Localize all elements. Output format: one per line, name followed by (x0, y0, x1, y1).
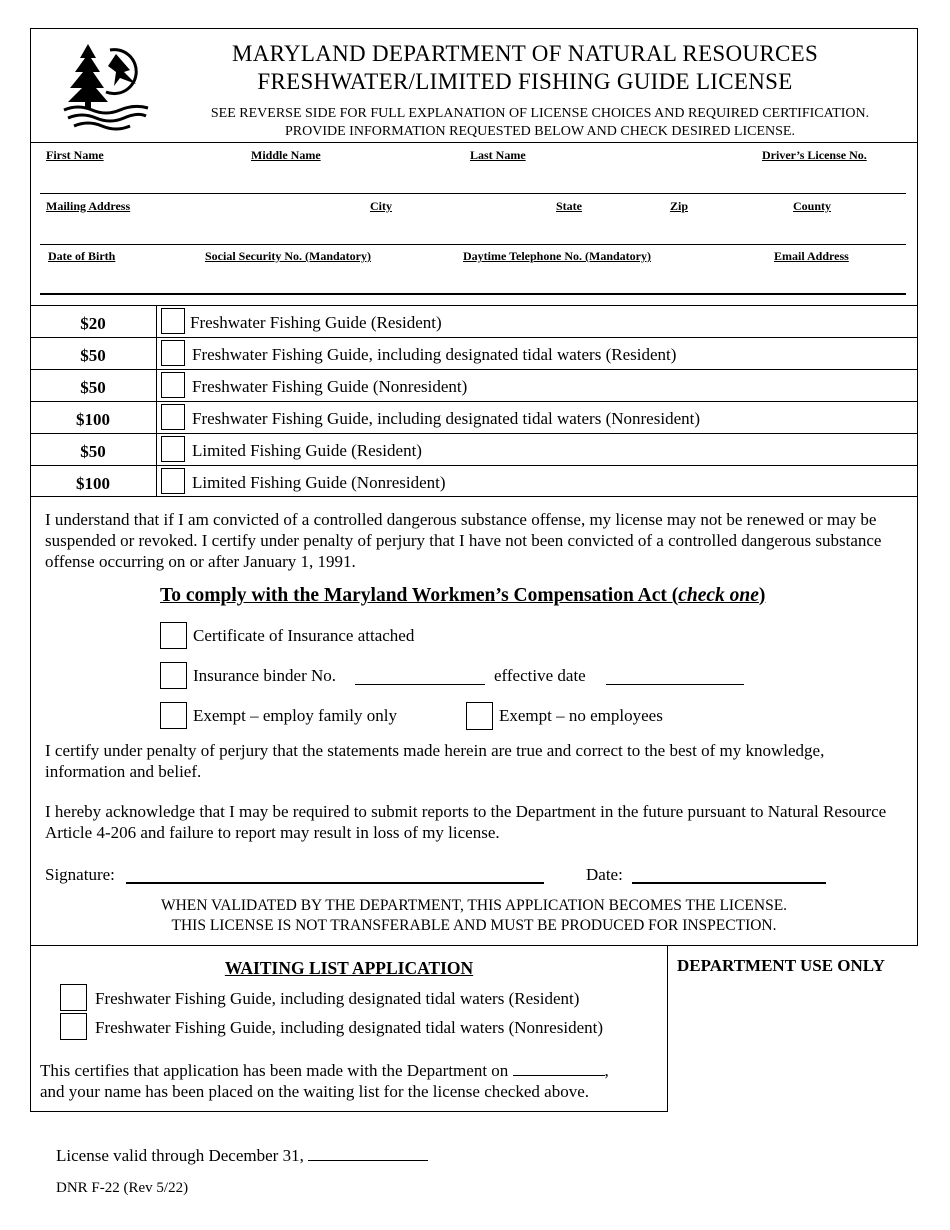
license-price: $50 (80, 442, 106, 461)
address-field-row[interactable] (40, 211, 906, 245)
license-label: Freshwater Fishing Guide (Resident) (190, 313, 442, 332)
name-field-row[interactable] (40, 160, 906, 194)
drivers-license-label: Driver’s License No. (762, 148, 867, 162)
waiting-nonresident-checkbox[interactable] (60, 1013, 87, 1040)
license-checkbox-5[interactable] (161, 468, 185, 494)
license-label: Freshwater Fishing Guide, including designated tidal waters (Resident) (192, 345, 677, 364)
license-checkbox-0[interactable] (161, 308, 185, 334)
validated-notice-2: THIS LICENSE IS NOT TRANSFERABLE AND MUST BE PRODUCED FOR INSPECTION. (171, 917, 777, 934)
license-row-line (30, 401, 918, 402)
date-label: Date: (586, 865, 623, 884)
header-divider (30, 142, 918, 143)
license-checkbox-1[interactable] (161, 340, 185, 366)
license-row-line (30, 465, 918, 466)
validated-notice-1: WHEN VALIDATED BY THE DEPARTMENT, THIS APPLICATION BECOMES THE LICENSE. (160, 897, 788, 914)
department-use-label: DEPARTMENT USE ONLY (677, 956, 885, 975)
exempt-none-checkbox[interactable] (466, 702, 493, 730)
exempt-family-checkbox[interactable] (160, 702, 187, 729)
license-price: $50 (80, 378, 106, 397)
license-checkbox-4[interactable] (161, 436, 185, 462)
waiting-certifies-line: This certifies that application has been made with the Department on , (40, 1061, 609, 1080)
perjury-paragraph: I certify under penalty of perjury that the statements made herein are true and correct to the best of my knowledge, information and belief. (45, 741, 825, 781)
binder-checkbox[interactable] (160, 662, 187, 689)
dnr-logo-icon (58, 40, 154, 132)
state-label: State (556, 199, 582, 213)
dob-label: Date of Birth (48, 249, 116, 263)
signature-label: Signature: (45, 865, 115, 884)
waiting-resident-label: Freshwater Fishing Guide, including designated tidal waters (Resident) (95, 989, 580, 1008)
agency-title: MARYLAND DEPARTMENT OF NATURAL RESOURCES (231, 41, 819, 66)
license-table-top (30, 305, 918, 306)
certificate-label: Certificate of Insurance attached (193, 626, 415, 645)
license-label: Limited Fishing Guide (Resident) (192, 441, 422, 460)
waiting-date-field[interactable] (513, 1075, 605, 1076)
signature-field[interactable] (126, 882, 544, 884)
license-row-line (30, 369, 918, 370)
license-row-line (30, 433, 918, 434)
cds-paragraph: I understand that if I am convicted of a controlled dangerous substance offense, my license may not be renewed or may be suspended or revoked. I certify under penalty of perjury that I have not been convicted of a controlled dangerous substance offense occurring on or after January 1, 1991. (45, 510, 882, 571)
waiting-resident-checkbox[interactable] (60, 984, 87, 1011)
license-price: $20 (80, 314, 106, 333)
contact-field-row[interactable] (40, 261, 906, 295)
email-label: Email Address (774, 249, 849, 263)
license-label: Limited Fishing Guide (Nonresident) (192, 473, 446, 492)
form-title: FRESHWATER/LIMITED FISHING GUIDE LICENSE (257, 69, 793, 94)
instruction-line-1: SEE REVERSE SIDE FOR FULL EXPLANATION OF LICENSE CHOICES AND REQUIRED CERTIFICATION. (210, 106, 870, 121)
exempt-family-label: Exempt – employ family only (193, 706, 397, 725)
binder-label: Insurance binder No. (193, 666, 337, 685)
county-label: County (793, 199, 832, 213)
waiting-list-notice: and your name has been placed on the waiting list for the license checked above. (40, 1082, 589, 1101)
date-field[interactable] (632, 882, 826, 884)
license-price: $100 (76, 474, 110, 493)
license-checkbox-2[interactable] (161, 372, 185, 398)
license-valid-line: License valid through December 31, (56, 1146, 428, 1166)
license-price: $50 (80, 346, 106, 365)
middle-name-label: Middle Name (251, 148, 321, 162)
license-year-field[interactable] (308, 1160, 428, 1161)
city-label: City (370, 199, 392, 213)
waiting-nonresident-label: Freshwater Fishing Guide, including designated tidal waters (Nonresident) (95, 1018, 603, 1037)
form-number: DNR F-22 (Rev 5/22) (56, 1180, 189, 1196)
phone-label: Daytime Telephone No. (Mandatory) (463, 249, 651, 263)
zip-label: Zip (670, 199, 689, 213)
exempt-none-label: Exempt – no employees (499, 706, 663, 725)
waiting-list-title: WAITING LIST APPLICATION (224, 958, 474, 978)
license-checkbox-3[interactable] (161, 404, 185, 430)
workmens-comp-heading: To comply with the Maryland Workmen’s Compensation Act (check one) (160, 585, 766, 606)
effective-date-field[interactable] (606, 684, 744, 685)
effective-date-label: effective date (494, 666, 586, 685)
license-price: $100 (76, 410, 110, 429)
last-name-label: Last Name (470, 148, 526, 162)
certificate-checkbox[interactable] (160, 622, 187, 649)
binder-number-field[interactable] (355, 684, 485, 685)
ssn-label: Social Security No. (Mandatory) (205, 249, 371, 263)
first-name-label: First Name (46, 148, 104, 162)
instruction-line-2: PROVIDE INFORMATION REQUESTED BELOW AND CHECK DESIRED LICENSE. (285, 124, 795, 139)
reports-paragraph: I hereby acknowledge that I may be required to submit reports to the Department in the future pursuant to Natural Resource Article 4-206 and failure to report may result in loss of my license. (45, 802, 887, 842)
license-label: Freshwater Fishing Guide (Nonresident) (192, 377, 468, 396)
mailing-address-label: Mailing Address (46, 199, 131, 213)
license-label: Freshwater Fishing Guide, including designated tidal waters (Nonresident) (192, 409, 700, 428)
license-table-bottom (30, 496, 918, 497)
license-row-line (30, 337, 918, 338)
